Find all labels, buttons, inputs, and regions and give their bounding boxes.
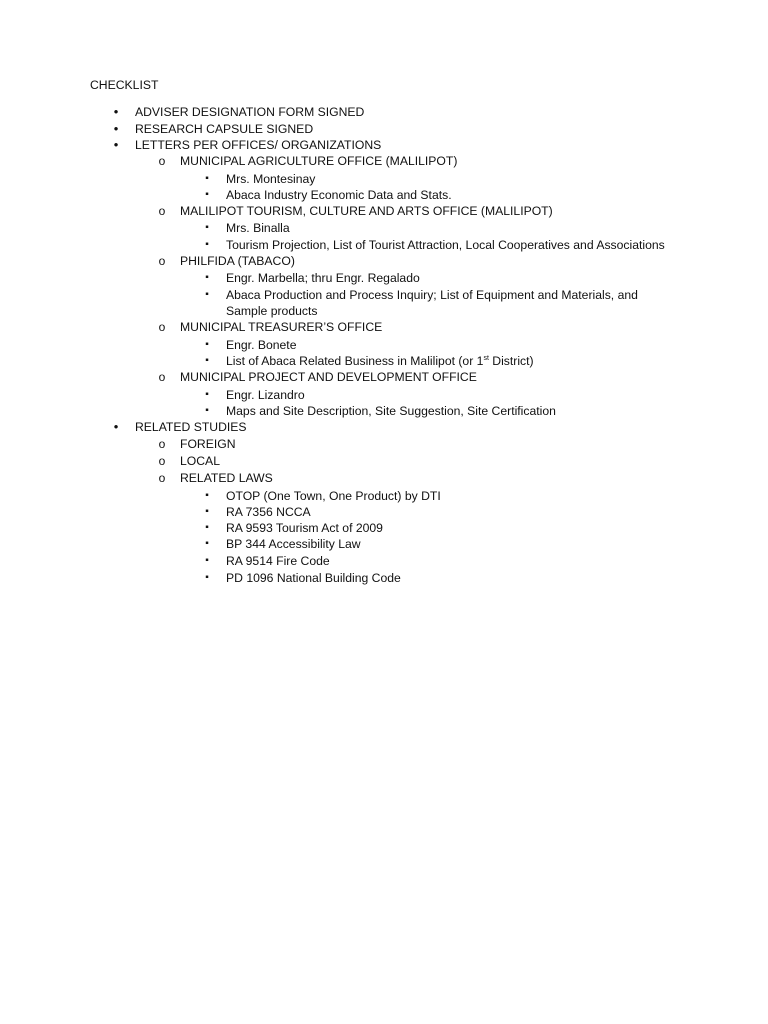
list-item-text: Sample products bbox=[226, 304, 318, 318]
circle-bullet-icon: o bbox=[158, 471, 166, 485]
list-item-text: OTOP (One Town, One Product) by DTI bbox=[226, 489, 441, 503]
list-item-text: RESEARCH CAPSULE SIGNED bbox=[135, 122, 314, 136]
list-item-text: MUNICIPAL PROJECT AND DEVELOPMENT OFFICE bbox=[180, 370, 477, 384]
square-bullet-icon: ▪ bbox=[205, 339, 209, 350]
list-item-text: Maps and Site Description, Site Suggestion, Site Certification bbox=[226, 404, 556, 418]
square-bullet-icon: ▪ bbox=[205, 555, 209, 566]
list-item-text: PD 1096 National Building Code bbox=[226, 571, 401, 585]
square-bullet-icon: ▪ bbox=[205, 405, 209, 416]
square-bullet-icon: ▪ bbox=[205, 389, 209, 400]
page-title: CHECKLIST bbox=[90, 78, 159, 92]
list-item-text: ADVISER DESIGNATION FORM SIGNED bbox=[135, 105, 365, 119]
list-item-text: Tourism Projection, List of Tourist Attraction, Local Cooperatives and Associations bbox=[226, 238, 665, 252]
list-item-text: MUNICIPAL AGRICULTURE OFFICE (MALILIPOT) bbox=[180, 154, 458, 168]
square-bullet-icon: ▪ bbox=[205, 289, 209, 300]
circle-bullet-icon: o bbox=[158, 204, 166, 218]
list-item-text: PHILFIDA (TABACO) bbox=[180, 254, 295, 268]
list-item-text: Engr. Marbella; thru Engr. Regalado bbox=[226, 271, 420, 285]
list-item-text: LOCAL bbox=[180, 454, 220, 468]
circle-bullet-icon: o bbox=[158, 454, 166, 468]
square-bullet-icon: ▪ bbox=[205, 173, 209, 184]
list-item-text: Mrs. Binalla bbox=[226, 221, 290, 235]
list-item-text: RELATED STUDIES bbox=[135, 420, 247, 434]
list-item-text: Abaca Production and Process Inquiry; List of Equipment and Materials, and bbox=[226, 288, 638, 302]
list-item-text: MUNICIPAL TREASURER’S OFFICE bbox=[180, 320, 383, 334]
list-item-text: Engr. Lizandro bbox=[226, 388, 305, 402]
square-bullet-icon: ▪ bbox=[205, 506, 209, 517]
circle-bullet-icon: o bbox=[158, 154, 166, 168]
list-item-text bbox=[226, 353, 534, 369]
circle-bullet-icon: o bbox=[158, 254, 166, 268]
square-bullet-icon: ▪ bbox=[205, 538, 209, 549]
square-bullet-icon: ▪ bbox=[205, 272, 209, 283]
list-item-text: LETTERS PER OFFICES/ ORGANIZATIONS bbox=[135, 138, 382, 152]
square-bullet-icon: ▪ bbox=[205, 239, 209, 250]
superscript: st bbox=[483, 355, 489, 362]
bullet-icon: • bbox=[113, 121, 119, 136]
list-item-text: RELATED LAWS bbox=[180, 471, 273, 485]
bullet-icon: • bbox=[113, 419, 119, 434]
list-item-text: RA 7356 NCCA bbox=[226, 505, 311, 519]
square-bullet-icon: ▪ bbox=[205, 522, 209, 533]
circle-bullet-icon: o bbox=[158, 320, 166, 334]
square-bullet-icon: ▪ bbox=[205, 222, 209, 233]
circle-bullet-icon: o bbox=[158, 437, 166, 451]
circle-bullet-icon: o bbox=[158, 370, 166, 384]
bullet-icon: • bbox=[113, 104, 119, 119]
text-segment: District) bbox=[488, 354, 534, 368]
list-item-text: RA 9514 Fire Code bbox=[226, 554, 330, 568]
list-item-text: Mrs. Montesinay bbox=[226, 172, 316, 186]
text-segment: List of Abaca Related Business in Malilipot (or 1 bbox=[226, 354, 484, 368]
list-item-text: MALILIPOT TOURISM, CULTURE AND ARTS OFFICE (MALILIPOT) bbox=[180, 204, 553, 218]
list-item-text: FOREIGN bbox=[180, 437, 236, 451]
bullet-icon: • bbox=[113, 137, 119, 152]
square-bullet-icon: ▪ bbox=[205, 490, 209, 501]
list-item-text: RA 9593 Tourism Act of 2009 bbox=[226, 521, 383, 535]
list-item-text: Engr. Bonete bbox=[226, 338, 297, 352]
square-bullet-icon: ▪ bbox=[205, 572, 209, 583]
square-bullet-icon: ▪ bbox=[205, 189, 209, 200]
list-item-text: BP 344 Accessibility Law bbox=[226, 537, 361, 551]
square-bullet-icon: ▪ bbox=[205, 355, 209, 366]
list-item-text: Abaca Industry Economic Data and Stats. bbox=[226, 188, 452, 202]
